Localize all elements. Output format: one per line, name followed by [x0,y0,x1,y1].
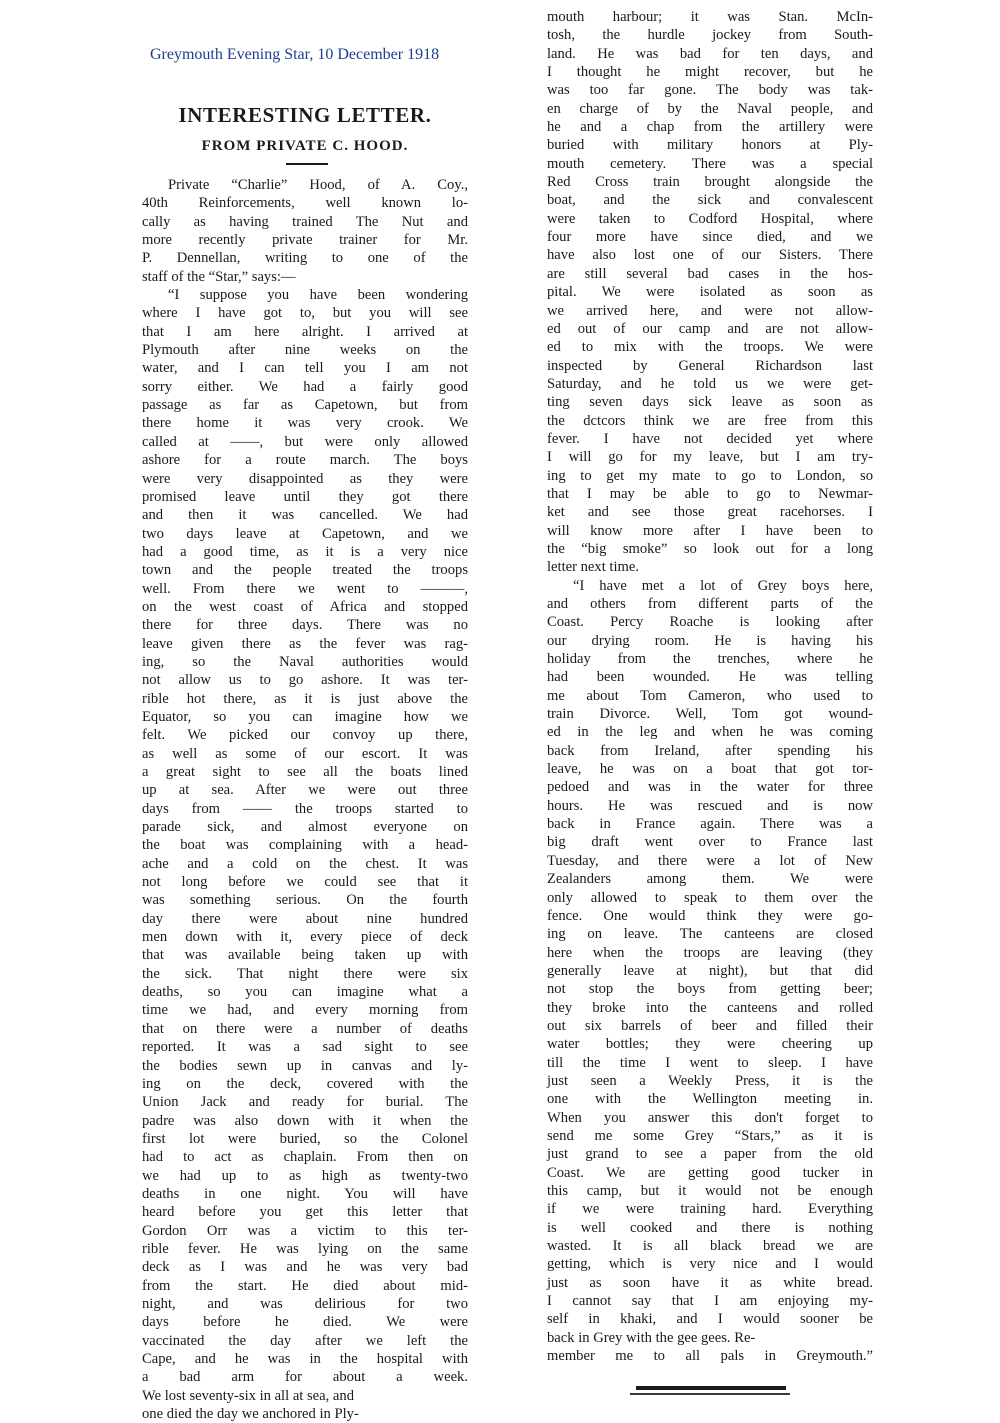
text-line: town and the people treated the troops [142,562,468,579]
text-line: and others from different parts of the [547,596,873,612]
text-line: letter next time. [547,559,639,576]
text-line: mouth harbour; it was Stan. McIn- [547,9,873,25]
text-line: en charge of by the Naval people, and [547,100,873,117]
text-line: if we were training hard. Everything [547,1201,873,1218]
text-line: I cannot say that I am enjoying my- [547,1293,873,1310]
text-line: as well as some of our escort. It was [142,745,468,762]
right-column [547,8,873,1365]
text-line: staff of the “Star,” says:— [142,268,296,285]
text-line: fever. I have not decided yet where [547,430,873,447]
text-line: ing to get my mate to go to London, so [547,467,873,484]
text-line: only allowed to speak to them over the [547,889,873,906]
text-line: the bodies sewn up in canvas and ly- [142,1057,468,1074]
text-line: that I may be able to go to Newmar- [547,485,873,502]
text-line: mouth cemetery. There was a special [547,155,873,172]
text-line: Red Cross train brought alongside the [547,174,873,191]
text-line: sorry either. We had a fairly good [142,378,468,395]
text-line: a great sight to see all the boats lined [142,764,468,780]
text-line: ting seven days sick leave as soon as [547,394,873,411]
text-line: time we had, and every morning from [142,1002,468,1019]
text-line: the dctcors think we are free from this [547,412,873,429]
text-line: Private “Charlie” Hood, of A. Coy., [168,177,468,193]
text-line: P. Dennellan, writing to one of the [142,250,468,267]
text-line: are still several bad cases in the hos- [547,265,873,282]
text-line: hours. He was rescued and is now [547,797,873,814]
text-line: generally leave at night), but that did [547,962,873,979]
end-rule-thin [630,1393,790,1395]
text-line: Zealanders among them. We were [547,871,873,888]
text-line: 40th Reinforcements, well known lo- [142,195,468,212]
end-rule [636,1386,786,1390]
text-line: our drying room. He is having his [547,632,873,649]
subhead-rule [286,163,328,165]
text-line: just as soon have it as white bread. [547,1274,873,1291]
text-line: buried with military honors at Ply- [547,137,873,154]
text-line: back in France again. There was a [547,816,873,833]
text-line: land. He was bad for ten days, and [547,45,873,62]
text-line: back in Grey with the gee gees. Re- [547,1329,756,1346]
text-line: big draft went over to France last [547,834,873,851]
text-line: they broke into the canteens and rolled [547,999,873,1016]
source-caption: Greymouth Evening Star, 10 December 1918 [150,46,440,63]
text-line: the sick. That night there were six [142,965,468,982]
text-line: that on there were a number of deaths [142,1020,468,1037]
text-line: there home it was very crook. We [142,415,468,432]
text-line: I will go for my leave, but I am try- [547,449,873,466]
text-line: ed in the leg and when he was coming [547,724,873,741]
text-line: was too far gone. The body was tak- [547,82,873,99]
text-line: me about Tom Cameron, who used to [547,687,873,704]
text-line: deaths, so you can imagine what a [142,984,468,1001]
article-subheadline: FROM PRIVATE C. HOOD. [201,138,409,154]
text-line: we arrived here, and were not allow- [547,302,873,319]
text-line: two days leave at Capetown, and we [142,525,468,542]
text-line: leave given there as the fever was rag- [142,635,468,652]
text-line: felt. We picked our convoy up there, [142,727,468,744]
text-line: padre was also down with it when the [142,1112,468,1129]
text-line: from the start. He died about mid- [142,1277,468,1294]
left-column [142,176,468,1423]
text-line: not stop the boys from getting beer; [547,981,873,998]
text-line: ing, so the Naval authorities would [142,653,468,670]
text-line: leave, he was on a boat that got tor- [547,761,873,778]
text-line: fence. One would think they were go- [547,907,873,924]
text-line: pital. We were isolated as soon as [547,284,873,301]
text-line: not allow us to go ashore. It was ter- [142,672,468,689]
text-line: ed to mix with the troops. We were [547,339,873,356]
text-line: parade sick, and almost everyone on [142,819,468,836]
text-line: here when the troops are leaving (they [547,944,873,961]
text-line: four more have since died, and we [547,229,873,246]
text-line: out six barrels of beer and filled their [547,1017,873,1034]
text-line: ing on the deck, covered with the [142,1075,468,1092]
text-line: Gordon Orr was a victim to this ter- [142,1222,468,1239]
text-line: “I suppose you have been wondering [168,287,468,304]
text-line: had been wounded. He was telling [547,669,873,686]
text-line: “I have met a lot of Grey boys here, [573,577,873,594]
text-line: days from —— the troops started to [142,800,468,817]
text-line: inspected by General Richardson last [547,357,873,374]
text-line: Coast. Percy Roache is looking after [547,614,873,631]
text-line: just grand to see a paper from the old [547,1146,873,1163]
text-line: vaccinated the day after we left the [142,1332,468,1349]
text-line: Union Jack and ready for burial. The [142,1094,468,1111]
text-line: getting, which is very nice and I would [547,1256,873,1273]
text-line: that was available being taken up with [142,947,468,964]
text-line: pedoed and was in the water for three [547,779,873,796]
text-line: cally as having trained The Nut and [142,213,468,230]
text-line: well. From there we went to ———, [142,580,468,597]
text-line: was something serious. On the fourth [142,892,468,909]
text-line: day there were about nine hundred [142,910,468,927]
text-line: passage as far as Capetown, but from [142,397,468,414]
text-line: Plymouth after nine weeks on the [142,342,468,359]
text-line: reported. It was a sad sight to see [142,1039,468,1056]
text-line: back from Ireland, after spending his [547,742,873,759]
text-line: wasted. It is all black bread we are [547,1238,873,1255]
text-line: deaths in one night. You will have [142,1185,468,1202]
text-line: When you answer this don't forget to [547,1109,873,1126]
text-line: Coast. We are getting good tucker in [547,1164,873,1181]
text-line: one with the Wellington meeting in. [547,1091,873,1108]
text-line: a bad arm for about a week. [142,1369,468,1386]
text-line: tosh, the hurdle jockey from South- [547,27,873,44]
text-line: had a good time, as it is a very nice [142,543,468,560]
text-line: heard before you get this letter that [142,1204,468,1221]
text-line: the boat was complaining with a head- [142,837,468,854]
text-line: Tuesday, and there were a lot of New [547,852,873,869]
text-line: he and a chap from the artillery were [547,119,873,136]
text-line: water, and I can tell you I am not [142,360,468,377]
text-line: boat, and the sick and convalescent [547,192,873,209]
text-line: just seen a Weekly Press, it is the [547,1072,873,1089]
text-line: till the time I went to sleep. I have [547,1054,873,1071]
text-line: up at sea. After we were out three [142,782,468,799]
text-line: on the west coast of Africa and stopped [142,598,468,615]
text-line: ed out of our camp and are not allow- [547,320,873,337]
text-line: ache and a cold on the chest. It was [142,855,468,872]
text-line: more recently private trainer for Mr. [142,232,468,249]
text-line: ing on leave. The canteens are closed [547,926,873,943]
text-line: ket and see those great racehorses. I [547,504,873,521]
text-line: days before he died. We were [142,1314,468,1331]
text-line: this camp, but it would not be enough [547,1183,873,1199]
text-line: there for three days. There was no [142,617,468,634]
text-line: deck as I was and he was very bad [142,1259,468,1276]
text-line: rible hot there, as it is just above the [142,690,468,707]
text-line: where I have got to, but you will see [142,305,468,322]
text-line: we had up to as high as twenty-two [142,1167,468,1184]
text-line: the “big smoke” so look out for a long [547,540,873,557]
text-line: were very disappointed as they were [142,470,468,487]
text-line: will know more after I have been to [547,522,873,539]
text-line: night, and was delirious for two [142,1295,468,1312]
text-line: have also lost one of our Sisters. There [547,247,873,264]
text-line: that I am here alright. I arrived at [142,323,468,340]
text-line: send me some Grey “Stars,” as it is [547,1127,873,1144]
text-line: We lost seventy-six in all at sea, and [142,1387,355,1404]
text-line: were taken to Codford Hospital, where [547,210,873,227]
text-line: Equator, so you can imagine how we [142,708,468,725]
text-line: called at ——, but were only allowed [142,433,468,450]
text-line: not long before we could see that it [142,874,468,891]
text-line: first lot were buried, so the Colonel [142,1130,468,1147]
text-line: had to act as chaplain. From then on [142,1149,468,1166]
article-headline: INTERESTING LETTER. [178,103,432,127]
text-line: is well cooked and there is nothing [547,1219,873,1236]
text-line: train Divorce. Well, Tom got wound- [547,706,873,723]
text-line: one died the day we anchored in Ply- [142,1406,359,1423]
text-line: I thought he might recover, but he [547,64,873,81]
text-line: member me to all pals in Greymouth.” [547,1348,873,1365]
text-line: water bottles; they were cheering up [547,1036,873,1053]
text-line: ashore for a route march. The boys [142,452,468,469]
text-line: and then it was cancelled. We had [142,507,468,524]
text-line: rible fever. He was lying on the same [142,1240,468,1257]
text-line: self in khaki, and I would sooner be [547,1311,873,1328]
text-line: men down with it, every piece of deck [142,929,468,946]
text-line: promised leave until they got there [142,488,468,505]
text-line: Cape, and he was in the hospital with [142,1351,468,1367]
text-line: Saturday, and he told us we were get- [547,375,873,392]
text-line: holiday from the trenches, where he [547,651,873,668]
